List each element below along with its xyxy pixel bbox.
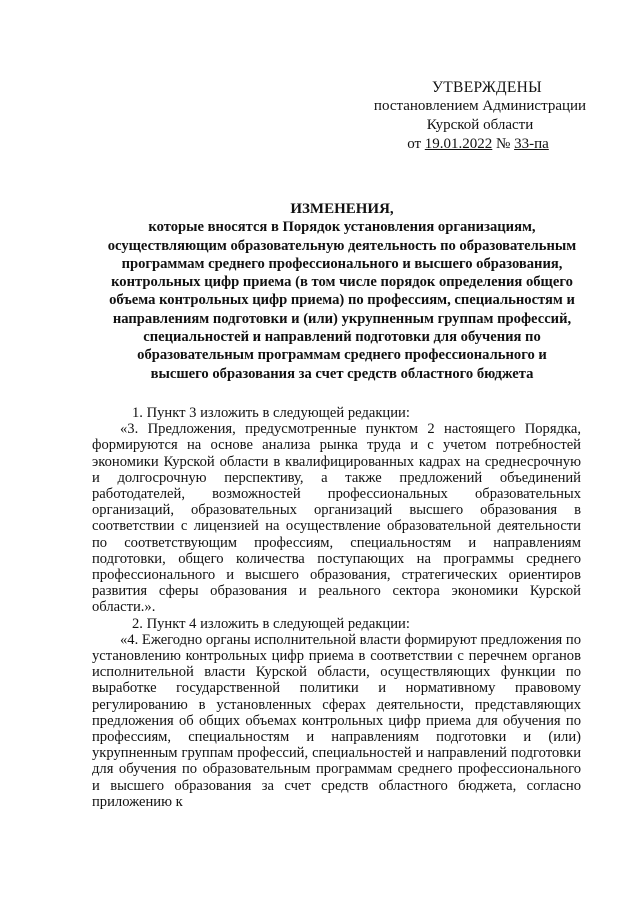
- approval-number: 33-па: [514, 136, 549, 152]
- heading-line: образовательным программам среднего профессионального и: [137, 347, 547, 364]
- heading-line: программам среднего профессионального и высшего образования,: [121, 255, 563, 272]
- heading-line: осуществляющим образовательную деятельность по образовательным: [107, 237, 577, 254]
- approval-title: УТВЕРЖДЕНЫ: [432, 79, 542, 96]
- approval-date-prefix: от: [407, 136, 425, 152]
- heading-title: ИЗМЕНЕНИЯ,: [290, 201, 394, 217]
- heading-line: высшего образования за счет средств областного бюджета: [150, 365, 534, 382]
- approval-line-1: постановлением Администрации: [373, 98, 587, 114]
- document-body: [92, 405, 581, 810]
- item-1-heading: 1. Пункт 3 изложить в следующей редакции:: [132, 405, 410, 421]
- heading-line: которые вносятся в Порядок установления организациям,: [148, 219, 536, 236]
- heading-line: объема контрольных цифр приема) по профессиям, специальностям и: [109, 292, 575, 309]
- heading-line: специальностей и направлений подготовки для обучения по: [143, 329, 541, 346]
- approval-line-2: Курской области: [426, 117, 534, 133]
- approval-number-sign: №: [492, 136, 515, 152]
- item-1-text: «3. Предложения, предусмотренные пунктом 2 настоящего Порядка, формируются на основе анализа рынка труда и с учетом потребностей экономики Курской области в квалифицированных кадрах на среднесрочную и долгосрочную перспективу, а также предложений объединений работодателей, возможностей профессиональных образовательных организаций, образовательных организаций высшего образования в соответствии с лицензией на осуществление образовательной деятельности по соответствующим профессиям, специальностям и направлениям подготовки, общего количества поступающих на программы среднего профессионального и высшего образования, стратегических ориентиров развития сферы образования и реального сектора экономики Курской области.».: [92, 421, 581, 616]
- item-2-heading: 2. Пункт 4 изложить в следующей редакции:: [132, 615, 410, 632]
- approval-date-line: [356, 135, 600, 154]
- approval-date: 19.01.2022: [424, 136, 493, 152]
- heading-line: контрольных цифр приема (в том числе порядок определения общего: [111, 274, 573, 291]
- approval-block: [360, 78, 600, 154]
- document-heading: [92, 200, 592, 383]
- heading-line: направлениям подготовки и (или) укрупненным группам профессий,: [112, 310, 572, 327]
- item-2-text: «4. Ежегодно органы исполнительной власти формируют предложения по установлению контрольных цифр приема в соответствии с перечнем органов исполнительной власти Курской области, осуществляющих функции по выработке государственной политики и нормативному правовому регулированию в установленных сферах деятельности, представляющих предложения об общих объемах контрольных цифр приема для обучения по профессиям, специальностям и направлениям подготовки и (или) укрупненным группам профессий, специальностей и направлений подготовки для обучения по образовательным программам среднего профессионального и высшего образования за счет средств областного бюджета, согласно приложению к: [92, 631, 581, 810]
